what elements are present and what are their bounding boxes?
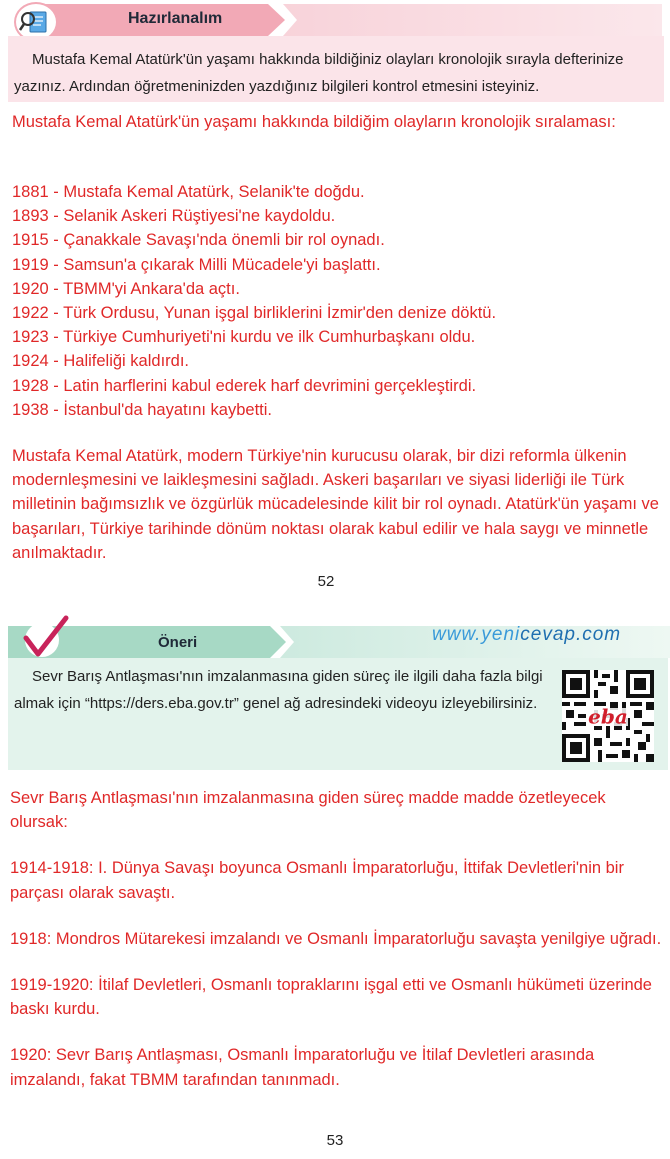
- oneri-text: Sevr Barış Antlaşması'nın imzalanmasına giden süreç ile ilgili daha fazla bilgi almak için “https://ders.eba.gov.tr” genel ağ adresindeki videoyu izleyebilirsiniz.: [14, 668, 543, 712]
- header-banner-tail: [283, 4, 662, 36]
- list-item: 1920: Sevr Barış Antlaşması, Osmanlı İmparatorluğu ve İtilaf Devletleri arasında imzalandı, fakat TBMM tarafından tanınmadı.: [10, 1046, 595, 1089]
- answer-heading: Mustafa Kemal Atatürk'ün yaşamı hakkında bildiğim olayların kronolojik sıralaması:: [12, 113, 616, 131]
- list-item: 1918: Mondros Mütarekesi imzalandı ve Osmanlı İmparatorluğu savaşta yenilgiye uğradı.: [10, 929, 662, 948]
- answer2: [10, 786, 665, 1114]
- page-number: 52: [317, 573, 335, 590]
- checkmark-icon: [20, 612, 72, 662]
- intro-instructions: Mustafa Kemal Atatürk'ün yaşamı hakkında bildiğiniz olayları kronolojik sırayla defterinize yazınız. Ardından öğretmeninizden yazdığınız bilgileri kontrol etmesini isteyiniz.: [14, 51, 624, 95]
- list-item: 1920 - TBMM'yi Ankara'da açtı.: [12, 279, 240, 298]
- section-title: Hazırlanalım: [128, 10, 223, 27]
- list-item: 1893 - Selanik Askeri Rüştiyesi'ne kaydoldu.: [12, 207, 336, 226]
- list-item: 1924 - Halifeliği kaldırdı.: [12, 352, 190, 371]
- list-item: 1938 - İstanbul'da hayatını kaybetti.: [12, 400, 272, 419]
- list-item: 1919 - Samsun'a çıkarak Milli Mücadele'yi başlattı.: [12, 255, 381, 274]
- oneri-title: Öneri: [158, 634, 198, 651]
- summary-paragraph: Mustafa Kemal Atatürk, modern Türkiye'nin kurucusu olarak, bir dizi reformla ülkenin modernleşmesini ve laikleşmesini sağladı. Askeri başarıları ve siyasi liderliği ile Türk milletinin bağımsızlık ve özgürlük mücadelesinde kilit bir rol oynadı. Atatürk'ün yaşamı ve başarıları, Türkiye tarihinde dönüm noktası olarak kabul edilir ve hala saygı ve minnetle anılmaktadır.: [12, 447, 659, 562]
- list-item: 1881 - Mustafa Kemal Atatürk, Selanik'te doğdu.: [12, 183, 365, 201]
- list-item: 1919-1920: İtilaf Devletleri, Osmanlı topraklarını işgal etti ve Osmanlı hükümeti üzerinde baskı kurdu.: [10, 976, 652, 1019]
- watermark-part: cevap.com: [520, 624, 622, 645]
- list-item: 1915 - Çanakkale Savaşı'nda önemli bir rol oynadı.: [12, 231, 385, 250]
- qr-code: [562, 670, 654, 762]
- list-item: 1914-1918: I. Dünya Savaşı boyunca Osmanlı İmparatorluğu, İttifak Devletleri'nin bir parçası olarak savaştı.: [10, 859, 624, 902]
- answer2-intro: Sevr Barış Antlaşması'nın imzalanmasına giden süreç madde madde özetleyecek olursak:: [10, 789, 606, 832]
- qr-logo-text: eba: [588, 704, 628, 729]
- page-number: 53: [326, 1132, 344, 1149]
- watermark-part: www.yeni: [432, 624, 521, 645]
- list-item: 1922 - Türk Ordusu, Yunan işgal birliklerini İzmir'den denize döktü.: [12, 304, 497, 323]
- list-item: 1928 - Latin harflerini kabul ederek harf devrimini gerçekleştirdi.: [12, 376, 477, 395]
- events-list: [12, 180, 662, 422]
- watermark: [432, 624, 621, 646]
- list-item: 1923 - Türkiye Cumhuriyeti'ni kurdu ve ilk Cumhurbaşkanı oldu.: [12, 328, 476, 347]
